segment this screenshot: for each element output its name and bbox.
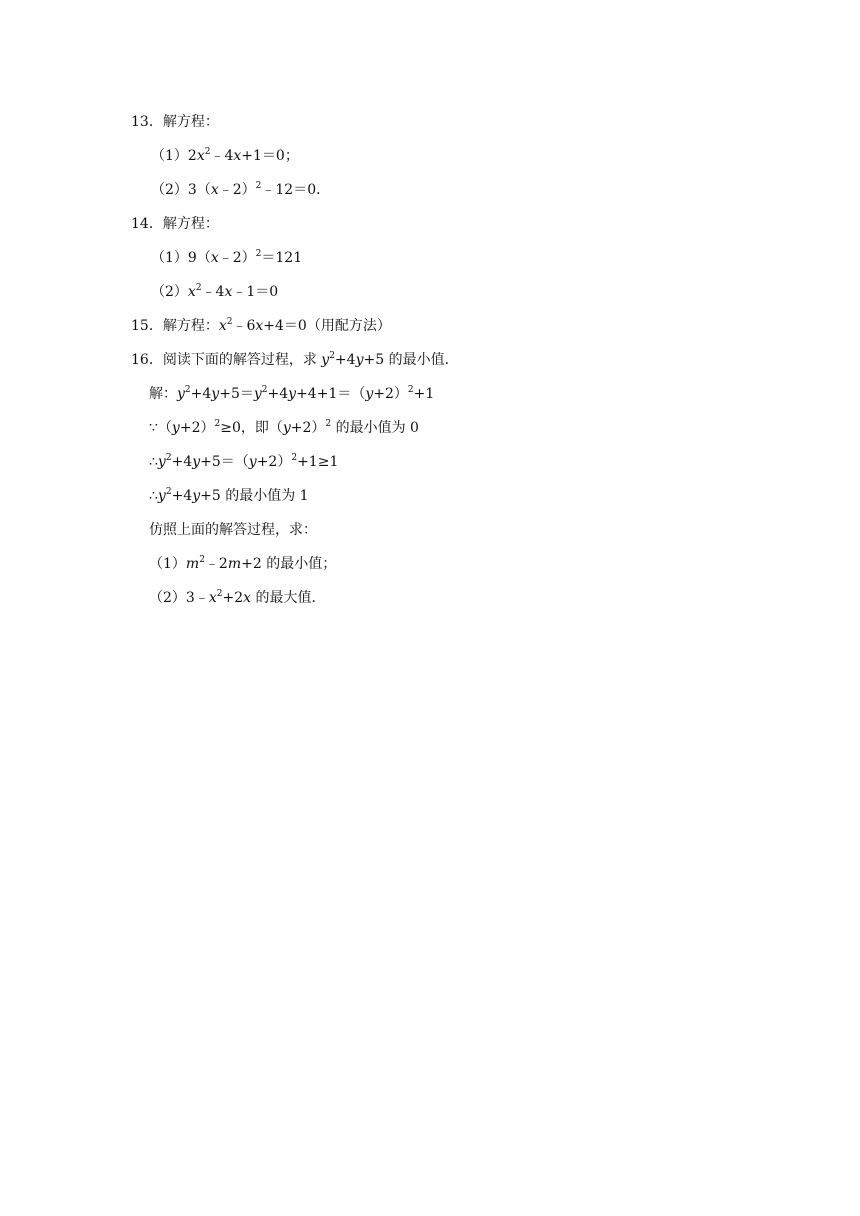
q16-part-1: $(1)m^2﹣2m+2$ 的最小值； [149,555,337,572]
q16-solution-line-1: 解：$y^2+4y+5=y^2+4y+4+1=(y+2)^2+1$ [149,385,435,402]
q14-part-2: $(2)x^2﹣4x﹣1=0$ [151,283,279,300]
q16-title: 16．阅读下面的解答过程，求 $y^2+4y+5$ 的最小值． [131,351,459,368]
q15: 15．解方程：$x^2﹣6x+4=0$（用配方法） [131,317,391,334]
q16-solution-line-4: $\therefore y^2+4y+5$ 的最小值为 1 [149,487,309,504]
q16-part-2: $(2)3﹣x^2+2x$ 的最大值． [149,589,326,606]
q14-title: 14．解方程： [131,216,219,232]
q16-task: 仿照上面的解答过程，求： [149,522,317,538]
q14-part-1: （1）9（x﹣2）$^2$＝121 [151,249,303,266]
q16-solution-line-3: $\therefore y^2+4y+5=(y+2)^2+1\ge 1$ [149,453,339,470]
q13-title: 13．解方程： [131,114,219,130]
q13-part-2: （2）3（x﹣2）$^2$﹣12＝0． [151,181,331,198]
q13-part-1: $(1)2x^2﹣4x+1=0$； [151,147,299,164]
q16-solution-line-2: $\because(y+2)^2\ge 0$，即$(y+2)^2$ 的最小值为 0 [149,419,419,436]
